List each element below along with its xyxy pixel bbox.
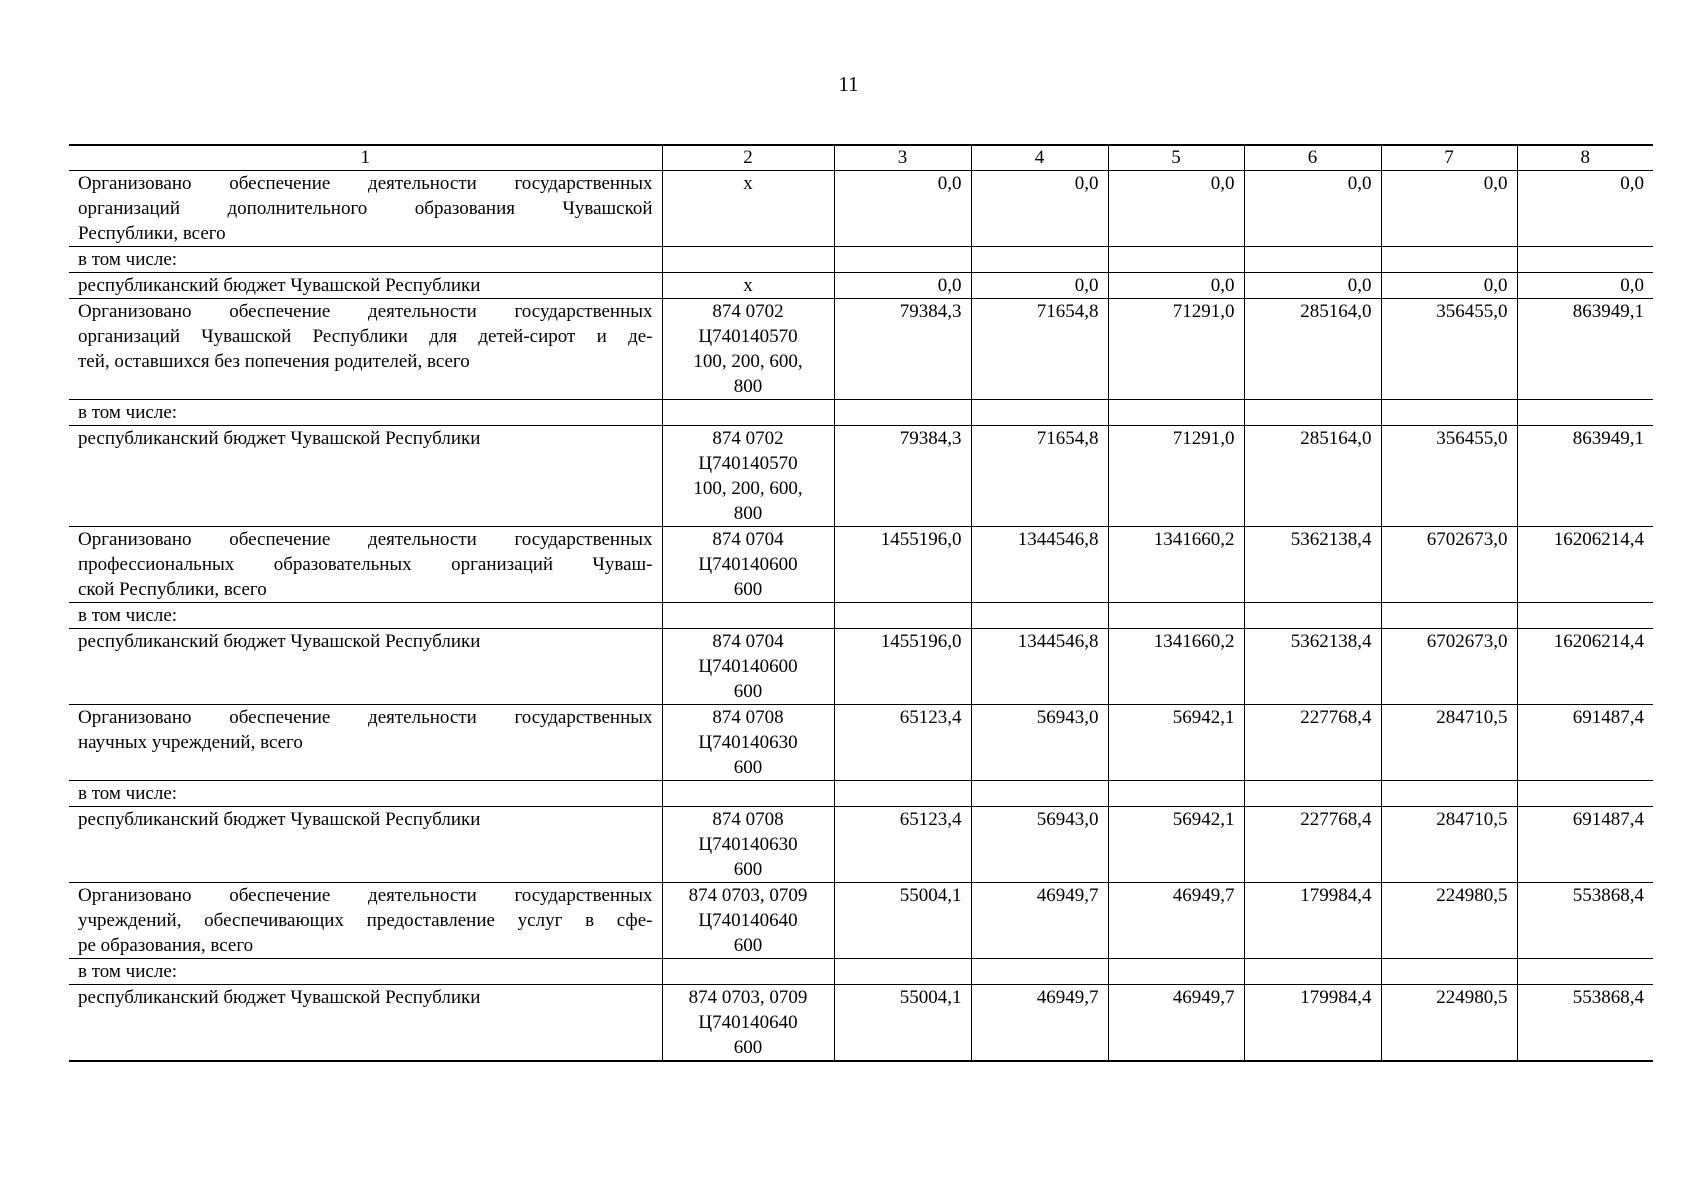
budget-code-cell xyxy=(662,705,834,781)
value-cell xyxy=(834,959,971,985)
header-cell: 7 xyxy=(1381,145,1517,171)
budget-code-line: Ц740140630 xyxy=(698,834,798,855)
value-cell: 65123,4 xyxy=(834,705,971,781)
budget-code-cell xyxy=(662,171,834,247)
value-cell: 863949,1 xyxy=(1517,299,1653,400)
header-cell: 1 xyxy=(69,145,662,171)
value-cell: 179984,4 xyxy=(1244,883,1381,959)
description-line: в том числе: xyxy=(78,249,178,270)
value-cell: 56943,0 xyxy=(971,705,1108,781)
value-cell: 356455,0 xyxy=(1381,426,1517,527)
value-cell: 55004,1 xyxy=(834,883,971,959)
description-line: Организовано обеспечение деятельности государственных xyxy=(78,885,653,906)
value-cell: 1344546,8 xyxy=(971,527,1108,603)
budget-code-cell xyxy=(662,985,834,1062)
value-cell: 224980,5 xyxy=(1381,985,1517,1062)
table-row xyxy=(69,273,1653,299)
subheading-row xyxy=(69,781,1653,807)
budget-code-line: Ц740140640 xyxy=(698,1012,798,1033)
description-line: организаций дополнительного образования Чувашской xyxy=(78,198,653,219)
value-cell: 65123,4 xyxy=(834,807,971,883)
description-line: в том числе: xyxy=(78,605,178,626)
value-cell: 1341660,2 xyxy=(1108,629,1244,705)
header-cell: 6 xyxy=(1244,145,1381,171)
value-cell: 55004,1 xyxy=(834,985,971,1062)
value-cell xyxy=(834,400,971,426)
value-cell: 285164,0 xyxy=(1244,299,1381,400)
table-row xyxy=(69,705,1653,781)
header-cell: 2 xyxy=(662,145,834,171)
value-cell: 0,0 xyxy=(1381,171,1517,247)
budget-code-cell xyxy=(662,807,834,883)
budget-code-line: 800 xyxy=(733,376,763,397)
budget-code-line: 100, 200, 600, xyxy=(693,478,803,499)
row-description xyxy=(69,273,662,299)
budget-code-cell xyxy=(662,781,834,807)
value-cell: 5362138,4 xyxy=(1244,629,1381,705)
value-cell: 0,0 xyxy=(1244,171,1381,247)
description-line: учреждений, обеспечивающих предоставление услуг в сфе- xyxy=(78,910,653,931)
budget-code-cell xyxy=(662,603,834,629)
row-description xyxy=(69,299,662,400)
subheading-label xyxy=(69,781,662,807)
budget-code-cell xyxy=(662,883,834,959)
budget-table xyxy=(69,144,1653,1062)
budget-code-cell xyxy=(662,959,834,985)
subheading-label xyxy=(69,959,662,985)
description-line: Организовано обеспечение деятельности государственных xyxy=(78,173,653,194)
value-cell: 1455196,0 xyxy=(834,527,971,603)
value-cell: 553868,4 xyxy=(1517,985,1653,1062)
description-line: ской Республики, всего xyxy=(78,579,267,600)
budget-code-cell xyxy=(662,299,834,400)
header-cell: 8 xyxy=(1517,145,1653,171)
description-line: ре образования, всего xyxy=(78,935,254,956)
value-cell xyxy=(1517,959,1653,985)
description-line: организаций Чувашской Республики для детей-сирот и де- xyxy=(78,326,653,347)
row-description xyxy=(69,171,662,247)
value-cell: 0,0 xyxy=(1108,273,1244,299)
budget-code-line: 100, 200, 600, xyxy=(693,351,803,372)
row-description xyxy=(69,705,662,781)
value-cell: 0,0 xyxy=(1244,273,1381,299)
value-cell xyxy=(971,959,1108,985)
table-row xyxy=(69,426,1653,527)
budget-code-line: 874 0703, 0709 xyxy=(688,987,808,1008)
value-cell xyxy=(971,400,1108,426)
value-cell xyxy=(1244,959,1381,985)
value-cell: 46949,7 xyxy=(971,985,1108,1062)
value-cell: 16206214,4 xyxy=(1517,527,1653,603)
description-line: тей, оставшихся без попечения родителей, всего xyxy=(78,351,470,372)
value-cell: 1341660,2 xyxy=(1108,527,1244,603)
value-cell: 0,0 xyxy=(1108,171,1244,247)
header-cell: 5 xyxy=(1108,145,1244,171)
value-cell xyxy=(971,603,1108,629)
table-row xyxy=(69,883,1653,959)
value-cell: 56942,1 xyxy=(1108,807,1244,883)
budget-code-line: 874 0708 xyxy=(712,809,784,830)
budget-code-line: Ц740140570 xyxy=(698,453,798,474)
value-cell: 46949,7 xyxy=(1108,883,1244,959)
value-cell xyxy=(1244,400,1381,426)
value-cell: 285164,0 xyxy=(1244,426,1381,527)
description-line: Организовано обеспечение деятельности государственных xyxy=(78,707,653,728)
value-cell xyxy=(1381,603,1517,629)
budget-code-cell xyxy=(662,400,834,426)
value-cell: 179984,4 xyxy=(1244,985,1381,1062)
description-line: научных учреждений, всего xyxy=(78,732,303,753)
value-cell: 71291,0 xyxy=(1108,299,1244,400)
budget-code-cell xyxy=(662,247,834,273)
value-cell: 863949,1 xyxy=(1517,426,1653,527)
budget-code-line: 800 xyxy=(733,503,763,524)
value-cell: 0,0 xyxy=(971,171,1108,247)
budget-code-line: 874 0708 xyxy=(712,707,784,728)
description-line: в том числе: xyxy=(78,402,178,423)
value-cell xyxy=(1517,603,1653,629)
value-cell: 71654,8 xyxy=(971,299,1108,400)
value-cell: 1455196,0 xyxy=(834,629,971,705)
budget-code-line: 600 xyxy=(733,859,763,880)
value-cell xyxy=(1381,959,1517,985)
budget-code-line: х xyxy=(743,173,753,194)
description-line: республиканский бюджет Чувашской Республики xyxy=(78,987,481,1008)
budget-code-line: Ц740140630 xyxy=(698,732,798,753)
row-description xyxy=(69,985,662,1062)
value-cell: 0,0 xyxy=(1517,273,1653,299)
value-cell xyxy=(971,781,1108,807)
value-cell xyxy=(1108,781,1244,807)
budget-code-line: Ц740140600 xyxy=(698,656,798,677)
value-cell: 227768,4 xyxy=(1244,705,1381,781)
value-cell xyxy=(834,781,971,807)
value-cell xyxy=(1244,247,1381,273)
budget-code-line: х xyxy=(743,275,753,296)
value-cell: 691487,4 xyxy=(1517,705,1653,781)
value-cell: 0,0 xyxy=(1381,273,1517,299)
budget-code-line: 600 xyxy=(733,681,763,702)
table-row xyxy=(69,807,1653,883)
value-cell xyxy=(1108,603,1244,629)
row-description xyxy=(69,883,662,959)
budget-code-line: 874 0702 xyxy=(712,428,784,449)
value-cell xyxy=(1381,781,1517,807)
row-description xyxy=(69,426,662,527)
budget-code-cell xyxy=(662,273,834,299)
value-cell: 6702673,0 xyxy=(1381,629,1517,705)
value-cell xyxy=(1517,781,1653,807)
budget-code-line: 874 0703, 0709 xyxy=(688,885,808,906)
description-line: республиканский бюджет Чувашской Республики xyxy=(78,631,481,652)
value-cell xyxy=(1381,400,1517,426)
budget-code-line: 600 xyxy=(733,579,763,600)
row-description xyxy=(69,807,662,883)
value-cell xyxy=(834,247,971,273)
value-cell xyxy=(1244,603,1381,629)
value-cell xyxy=(1517,400,1653,426)
header-cell: 4 xyxy=(971,145,1108,171)
description-line: профессиональных образовательных организаций Чуваш- xyxy=(78,554,653,575)
description-line: республиканский бюджет Чувашской Республики xyxy=(78,809,481,830)
subheading-row xyxy=(69,400,1653,426)
budget-code-cell xyxy=(662,527,834,603)
value-cell: 0,0 xyxy=(834,171,971,247)
value-cell: 553868,4 xyxy=(1517,883,1653,959)
value-cell: 46949,7 xyxy=(1108,985,1244,1062)
table-row xyxy=(69,985,1653,1062)
budget-code-line: 874 0702 xyxy=(712,301,784,322)
value-cell xyxy=(834,603,971,629)
description-line: Республики, всего xyxy=(78,223,226,244)
value-cell xyxy=(1108,959,1244,985)
table-body xyxy=(69,145,1653,1061)
budget-code-line: 600 xyxy=(733,757,763,778)
subheading-row xyxy=(69,603,1653,629)
page-number: 11 xyxy=(838,72,859,96)
value-cell: 56943,0 xyxy=(971,807,1108,883)
value-cell: 71654,8 xyxy=(971,426,1108,527)
value-cell: 6702673,0 xyxy=(1381,527,1517,603)
value-cell: 16206214,4 xyxy=(1517,629,1653,705)
value-cell: 224980,5 xyxy=(1381,883,1517,959)
budget-code-line: 874 0704 xyxy=(712,529,784,550)
row-description xyxy=(69,527,662,603)
value-cell: 356455,0 xyxy=(1381,299,1517,400)
value-cell: 691487,4 xyxy=(1517,807,1653,883)
value-cell: 46949,7 xyxy=(971,883,1108,959)
table-row xyxy=(69,629,1653,705)
subheading-row xyxy=(69,247,1653,273)
subheading-label xyxy=(69,603,662,629)
header-row xyxy=(69,145,1653,171)
budget-code-line: Ц740140600 xyxy=(698,554,798,575)
subheading-row xyxy=(69,959,1653,985)
value-cell: 56942,1 xyxy=(1108,705,1244,781)
subheading-label xyxy=(69,247,662,273)
description-line: республиканский бюджет Чувашской Республики xyxy=(78,428,481,449)
description-line: Организовано обеспечение деятельности государственных xyxy=(78,301,653,322)
description-line: в том числе: xyxy=(78,783,178,804)
value-cell: 79384,3 xyxy=(834,426,971,527)
value-cell: 79384,3 xyxy=(834,299,971,400)
table-row xyxy=(69,527,1653,603)
budget-code-cell xyxy=(662,629,834,705)
value-cell xyxy=(1244,781,1381,807)
value-cell: 227768,4 xyxy=(1244,807,1381,883)
value-cell: 5362138,4 xyxy=(1244,527,1381,603)
value-cell xyxy=(1108,400,1244,426)
value-cell xyxy=(1517,247,1653,273)
budget-code-line: 600 xyxy=(733,935,763,956)
value-cell: 1344546,8 xyxy=(971,629,1108,705)
value-cell: 0,0 xyxy=(971,273,1108,299)
value-cell xyxy=(1108,247,1244,273)
value-cell xyxy=(971,247,1108,273)
budget-code-line: 874 0704 xyxy=(712,631,784,652)
budget-code-cell xyxy=(662,426,834,527)
budget-code-line: Ц740140570 xyxy=(698,326,798,347)
subheading-label xyxy=(69,400,662,426)
table-row xyxy=(69,171,1653,247)
value-cell xyxy=(1381,247,1517,273)
budget-code-line: Ц740140640 xyxy=(698,910,798,931)
header-cell: 3 xyxy=(834,145,971,171)
row-description xyxy=(69,629,662,705)
description-line: республиканский бюджет Чувашской Республики xyxy=(78,275,481,296)
table-row xyxy=(69,299,1653,400)
description-line: Организовано обеспечение деятельности государственных xyxy=(78,529,653,550)
value-cell: 71291,0 xyxy=(1108,426,1244,527)
description-line: в том числе: xyxy=(78,961,178,982)
value-cell: 284710,5 xyxy=(1381,807,1517,883)
value-cell: 0,0 xyxy=(834,273,971,299)
value-cell: 0,0 xyxy=(1517,171,1653,247)
value-cell: 284710,5 xyxy=(1381,705,1517,781)
budget-code-line: 600 xyxy=(733,1037,763,1058)
